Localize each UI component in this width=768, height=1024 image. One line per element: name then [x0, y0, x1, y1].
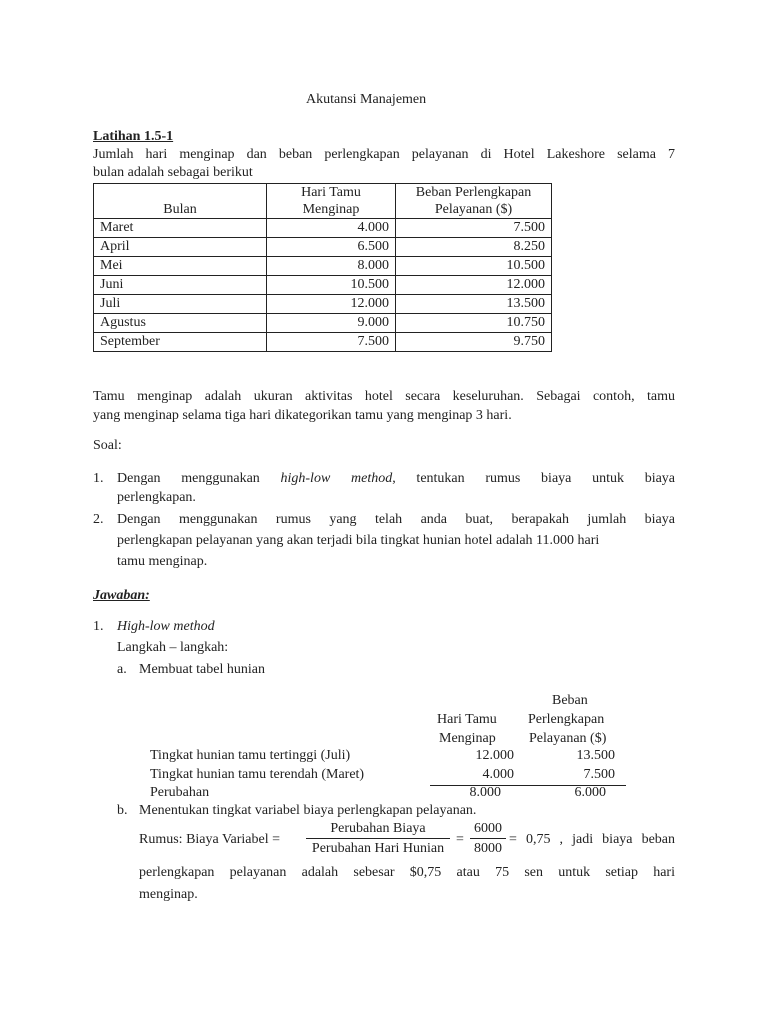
question-1-number: 1. [93, 471, 104, 486]
method-label: High-low method [117, 619, 215, 634]
note-line-2: yang menginap selama tiga hari dikategorikan tamu yang menginap 3 hari. [93, 408, 512, 423]
row-cost: 7.500 [583, 767, 615, 782]
header-beban: Beban [552, 693, 588, 708]
step-b-letter: b. [117, 803, 128, 818]
steps-label: Langkah – langkah: [117, 640, 229, 655]
table-row: Maret 4.000 7.500 [94, 219, 552, 238]
table-row: Mei 8.000 10.500 [94, 257, 552, 276]
question-2-line-2: perlengkapan pelayanan yang akan terjadi bila tingkat hunian hotel adalah 11.000 hari [117, 533, 600, 548]
fraction-denominator: 8000 [474, 841, 502, 856]
row-label: Perubahan [150, 785, 210, 800]
conclusion-line-2: menginap. [139, 887, 198, 902]
row-label: Tingkat hunian tamu tertinggi (Juli) [150, 748, 351, 763]
header-perlengkapan: Perlengkapan [528, 712, 605, 727]
fraction-numerator: Perubahan Biaya [306, 820, 450, 839]
row-label: Tingkat hunian tamu terendah (Maret) [150, 767, 365, 782]
row-days: 12.000 [475, 748, 514, 763]
question-2-number: 2. [93, 512, 104, 527]
answer-heading: Jawaban: [93, 588, 150, 603]
intro-line-2: bulan adalah sebagai berikut [93, 165, 253, 180]
row-cost: 13.500 [576, 748, 615, 763]
question-1-line-1: Dengan menggunakan high-low method, tentukan rumus biaya untuk biaya [117, 471, 676, 486]
formula-result: = 0,75 , jadi biaya beban [509, 832, 675, 847]
fraction-denominator: Perubahan Hari Hunian [311, 841, 445, 856]
table-row: April 6.500 8.250 [94, 238, 552, 257]
soal-label: Soal: [93, 438, 122, 453]
header-menginap: Menginap [439, 731, 496, 746]
row-days: 8.000 [469, 785, 501, 800]
table-row: Juni 10.500 12.000 [94, 276, 552, 295]
step-a-letter: a. [117, 662, 127, 677]
intro-line-1: Jumlah hari menginap dan beban perlengkapan pelayanan di Hotel Lakeshore selama 7 [93, 147, 675, 162]
step-a-text: Membuat tabel hunian [139, 662, 265, 677]
fraction-variable-cost [306, 820, 450, 859]
note-line-1: Tamu menginap adalah ukuran aktivitas hotel secara keseluruhan. Sebagai contoh, tamu [93, 389, 675, 404]
data-table [93, 183, 552, 352]
header-hari-tamu: Hari Tamu Menginap [267, 184, 396, 219]
question-2-line-3: tamu menginap. [117, 554, 208, 569]
header-hari-tamu: Hari Tamu [437, 712, 497, 727]
table-row: Agustus 9.000 10.750 [94, 314, 552, 333]
formula-equals: = [456, 832, 464, 847]
header-pelayanan: Pelayanan ($) [529, 731, 607, 746]
formula-prefix: Rumus: Biaya Variabel = [139, 832, 281, 847]
table-row: Juli 12.000 13.500 [94, 295, 552, 314]
row-days: 4.000 [482, 767, 514, 782]
fraction-numerator: 6000 [470, 820, 506, 839]
step-b-text: Menentukan tingkat variabel biaya perlengkapan pelayanan. [139, 803, 477, 818]
conclusion-line-1: perlengkapan pelayanan adalah sebesar $0,75 atau 75 sen untuk setiap hari [139, 865, 675, 880]
fraction-values [470, 820, 506, 859]
header-bulan: Bulan [94, 184, 267, 219]
table-header-row [94, 184, 552, 219]
question-1-line-2: perlengkapan. [117, 490, 196, 505]
question-2-line-1: Dengan menggunakan rumus yang telah anda buat, berapakah jumlah biaya [117, 512, 675, 527]
row-cost: 6.000 [574, 785, 606, 800]
table-row: September 7.500 9.750 [94, 333, 552, 352]
document-title: Akutansi Manajemen [306, 92, 427, 107]
answer-item-number: 1. [93, 619, 104, 634]
exercise-heading: Latihan 1.5-1 [93, 129, 174, 144]
header-beban: Beban Perlengkapan Pelayanan ($) [396, 184, 552, 219]
